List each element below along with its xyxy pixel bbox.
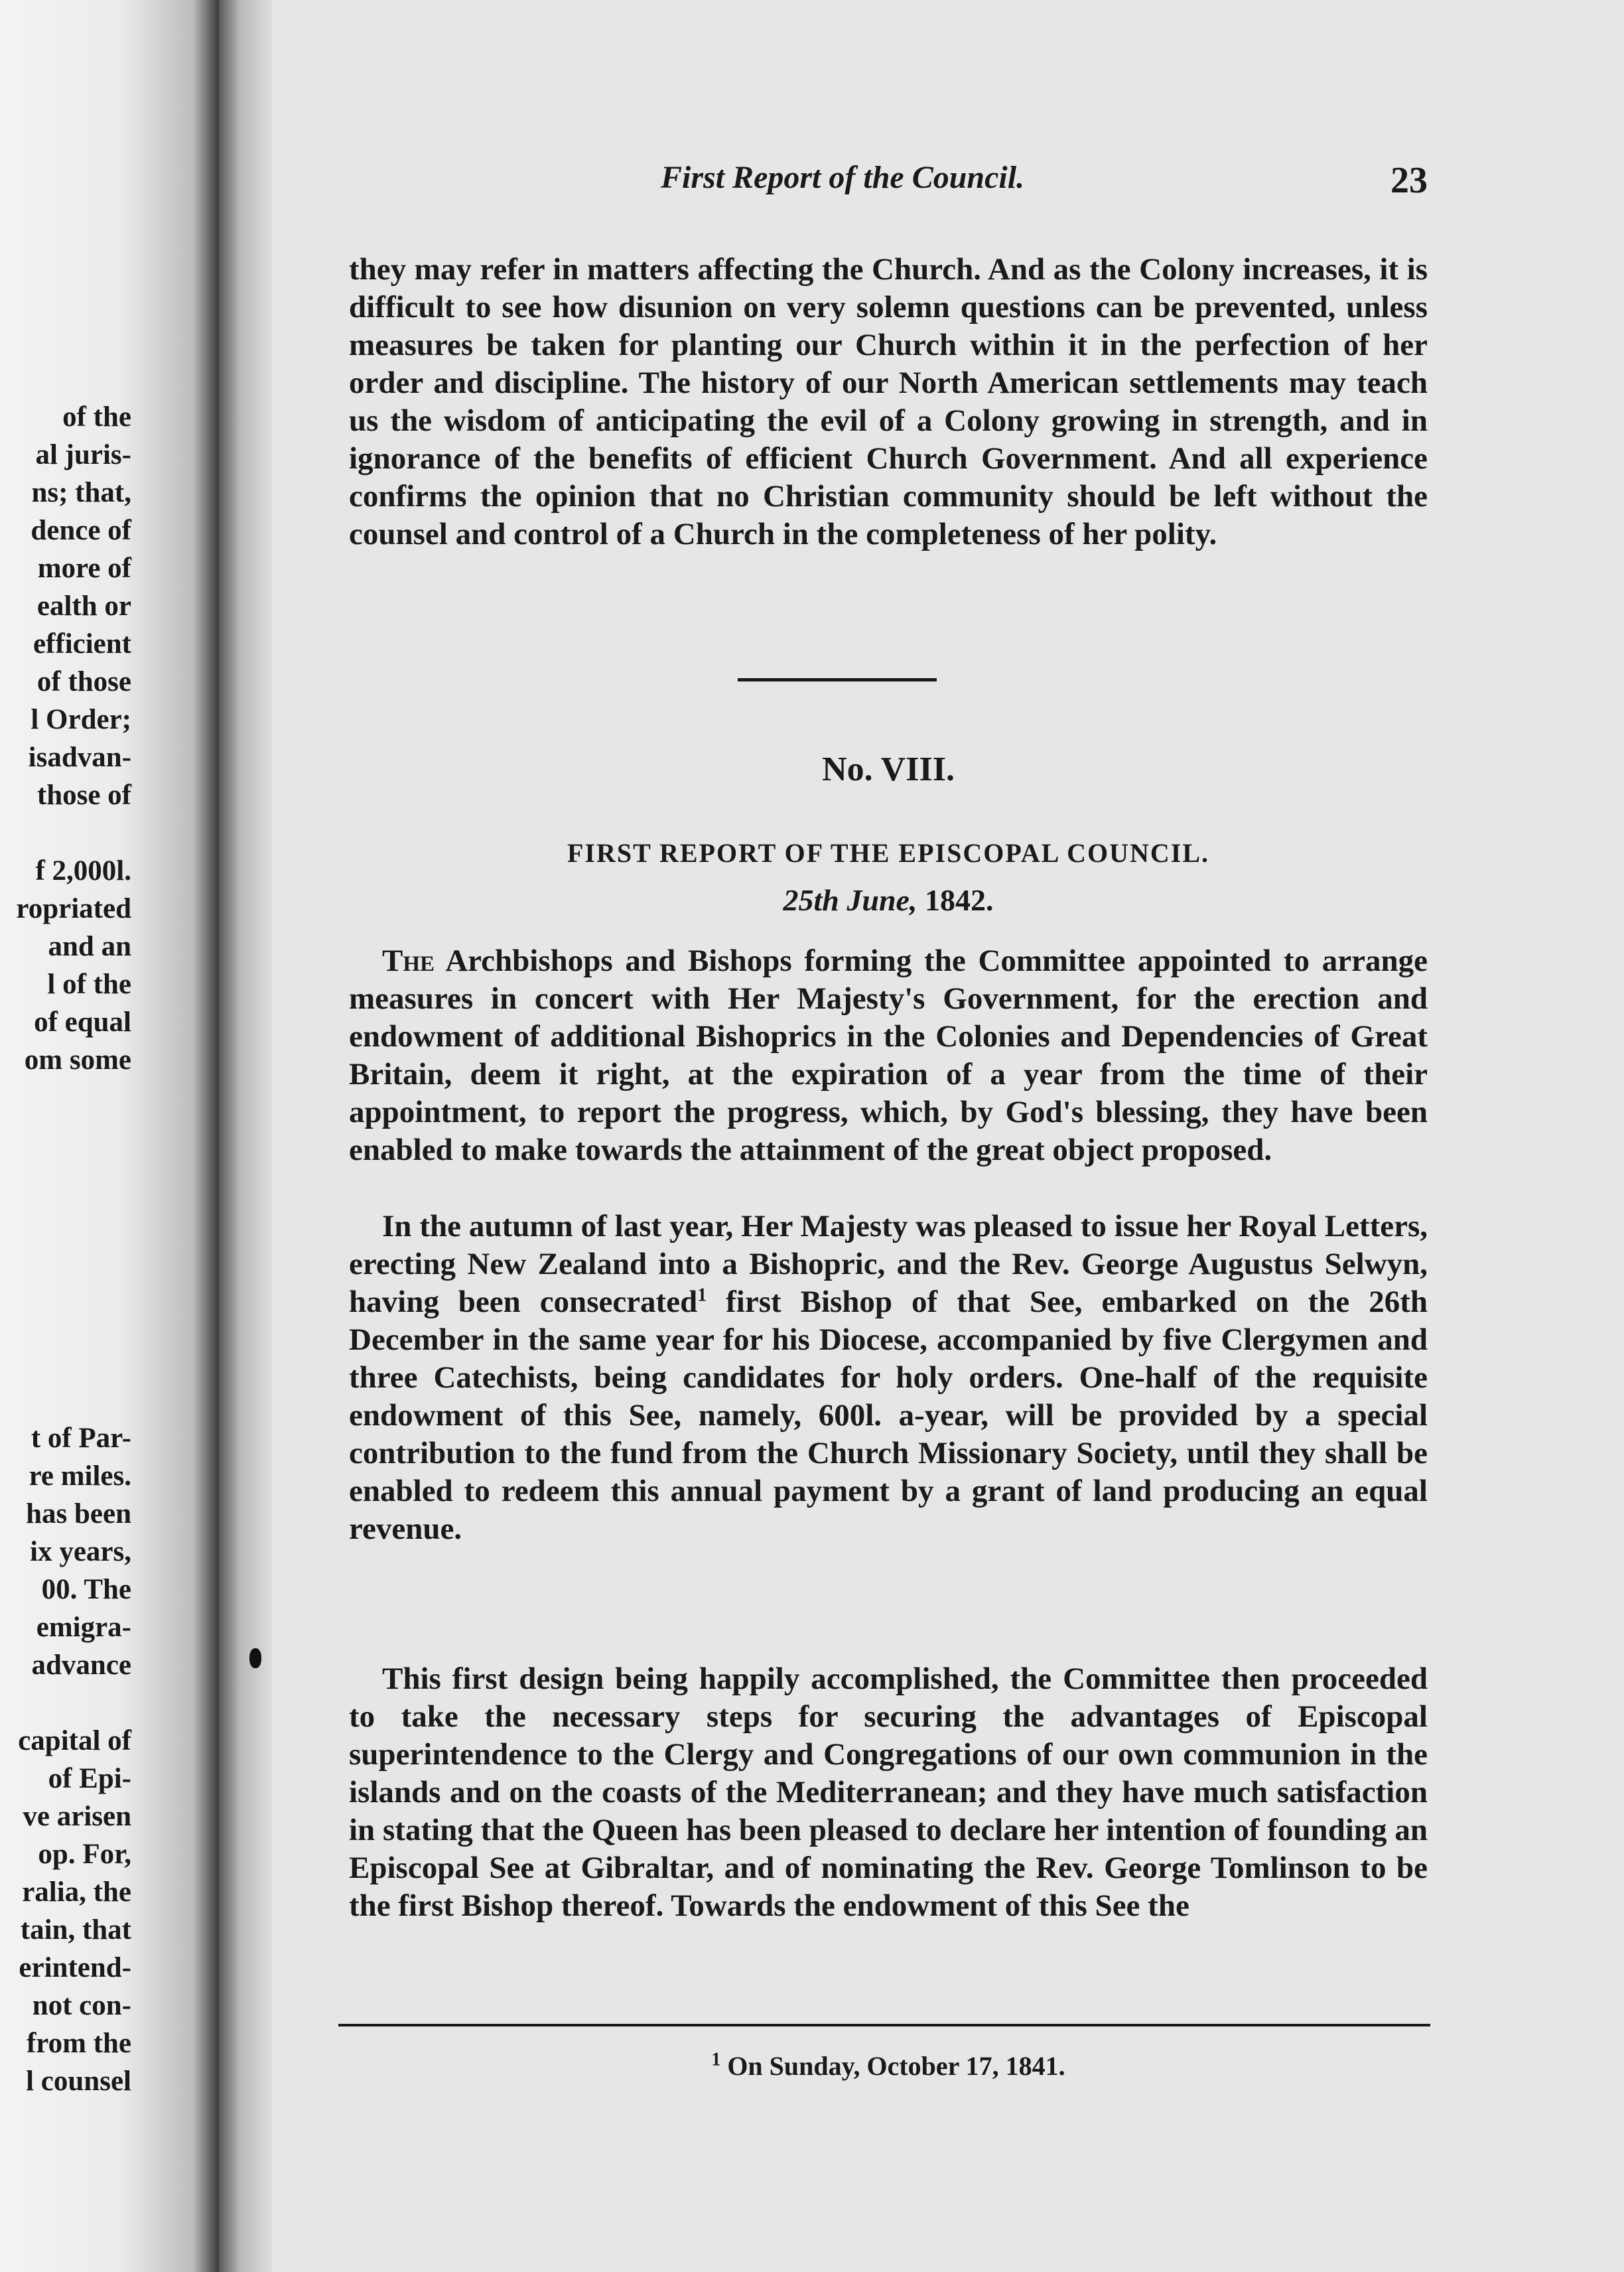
left-page-fragment: isadvan- — [28, 742, 131, 773]
paragraph-1-lead: The — [382, 944, 435, 978]
left-page-fragment: tain, that — [20, 1914, 131, 1946]
left-page-fragment: has been — [26, 1498, 131, 1529]
left-page-fragment: l counsel — [26, 2066, 131, 2097]
report-date-day: 25th June, — [783, 883, 917, 917]
report-date — [349, 883, 1428, 918]
left-page-fragment: of Epi- — [48, 1763, 131, 1794]
paragraph-2 — [349, 1208, 1428, 1548]
section-number: No. VIII. — [822, 750, 955, 788]
left-page-fragment: 00. The — [41, 1574, 131, 1605]
left-page-fragment: op. For, — [38, 1839, 131, 1870]
left-page-fragment: emigra- — [36, 1612, 131, 1643]
left-page-fragment: advance — [31, 1650, 131, 1681]
left-page-fragment — [0, 1382, 131, 1419]
footnote-text: On Sunday, October 17, 1841. — [727, 2051, 1065, 2081]
left-page-fragment: erintend- — [19, 1952, 131, 1983]
report-date-year: 1842. — [924, 883, 994, 917]
left-page-fragment: f 2,000l. — [35, 855, 131, 887]
left-page-fragment — [0, 1268, 131, 1306]
page-number: 23 — [1390, 160, 1428, 201]
left-page-fragment: of those — [36, 666, 131, 697]
continuation-paragraph: they may refer in matters affecting the Church. And as the Colony increases, it is difficult to see how disunion on very solemn questions can be prevented, unless measures be taken for planting our Church within it in the perfection of her order and discipline. The history of our North American settlements may teach us the wisdom of anticipating the evil of a Colony growing in strength, and in ignorance of the benefits of efficient Church Government. And all experience confirms the opinion that no Christian community should be left without the counsel and control of a Church in the completeness of her polity. — [349, 252, 1428, 551]
paragraph-2-after-note: first Bishop of that See, embarked on the 26th December in the same year for his Diocese, accompanied by five Clergymen and three Catechists, being candidates for holy orders. One-half of the requisite endowment of this See, namely, 600l. a-year, will be provided by a special contribution to the fund from the Church Missionary Society, until they shall be enabled to redeem this annual payment by a grant of land producing an equal revenue. — [349, 1285, 1428, 1546]
left-page-fragment: om some — [24, 1044, 131, 1076]
section-divider — [738, 678, 937, 681]
left-page-fragment: those of — [36, 780, 131, 811]
left-page-fragment: ns; that, — [31, 477, 131, 508]
book-gutter — [219, 0, 272, 2272]
paragraph-1 — [349, 942, 1428, 1169]
paragraph-1-text: Archbishops and Bishops forming the Committee appointed to arrange measures in concert with Her Majesty's Government, for the erection and endowment of additional Bishoprics in the Colonies and Dependencies of Great Britain, deem it right, at the expiration of a year from the time of their appointment, to report the progress, which, by God's blessing, they have been enabled to make towards the attainment of the great object proposed. — [349, 944, 1428, 1167]
running-head: First Report of the Council. — [661, 160, 1025, 195]
left-page-fragment — [0, 1117, 131, 1155]
footnote-reference: 1 — [697, 1285, 707, 1306]
left-page-fragment — [0, 1344, 131, 1382]
left-page-fragment — [0, 1306, 131, 1344]
left-page-fragment: al juris- — [35, 439, 131, 470]
left-page-fragment: dence of — [31, 515, 131, 546]
left-page-fragment: of the — [62, 401, 131, 433]
left-page-fragment — [0, 1192, 131, 1230]
paragraph-3: This first design being happily accomplished, the Committee then proceeded to take the necessary steps for securing the advantages of Episcopal superintendence to the Clergy and Congregations of our own communion in the islands and on the coasts of the Mediterranean; and they have much satisfaction in stating that the Queen has been pleased to declare her intention of founding an Episcopal See at Gibraltar, and of nominating the Rev. George Tomlinson to be the first Bishop thereof. Towards the endowment of this See the — [349, 1662, 1428, 1923]
left-page-fragment: and an — [48, 931, 131, 962]
left-page-fragment: of equal — [34, 1007, 131, 1038]
paragraph-2-before-note: In the autumn of last year, Her Majesty was pleased to issue her Royal Letters, erecting New Zealand into a Bishopric, and the Rev. George Augustus Selwyn, having been consecrated — [349, 1209, 1428, 1319]
footnote — [349, 2050, 1428, 2082]
left-page-fragment: ralia, the — [22, 1877, 131, 1908]
left-page-fragment: efficient — [33, 628, 131, 660]
footnote-rule — [338, 2024, 1430, 2026]
left-page-fragment: ve arisen — [23, 1801, 131, 1832]
left-page-fragment — [0, 1155, 131, 1192]
left-page-fragment: capital of — [18, 1725, 131, 1756]
left-page-fragment: l of the — [47, 969, 131, 1000]
ink-blot-mark — [249, 1648, 261, 1668]
report-title: FIRST REPORT OF THE EPISCOPAL COUNCIL. — [567, 838, 1210, 868]
footnote-mark: 1 — [711, 2049, 721, 2070]
left-page-fragment: more of — [37, 553, 131, 584]
left-page-fragment — [0, 1684, 131, 1722]
left-page-fragment — [0, 1079, 131, 1117]
page-header — [661, 159, 1428, 206]
left-page-fragment — [0, 1230, 131, 1268]
left-page-fragment: ropriated — [16, 893, 131, 924]
left-page-fragment: ealth or — [36, 591, 131, 622]
left-page-fragments — [0, 398, 131, 2100]
left-page-fragment — [0, 814, 131, 852]
left-page-fragment: l Order; — [31, 704, 131, 735]
left-page-fragment: t of Par- — [31, 1423, 131, 1454]
left-page-fragment: not con- — [32, 1990, 131, 2021]
left-page-fragment: ix years, — [30, 1536, 131, 1567]
left-page-fragment: from the — [26, 2028, 131, 2059]
left-page-fragment: re miles. — [29, 1460, 131, 1492]
